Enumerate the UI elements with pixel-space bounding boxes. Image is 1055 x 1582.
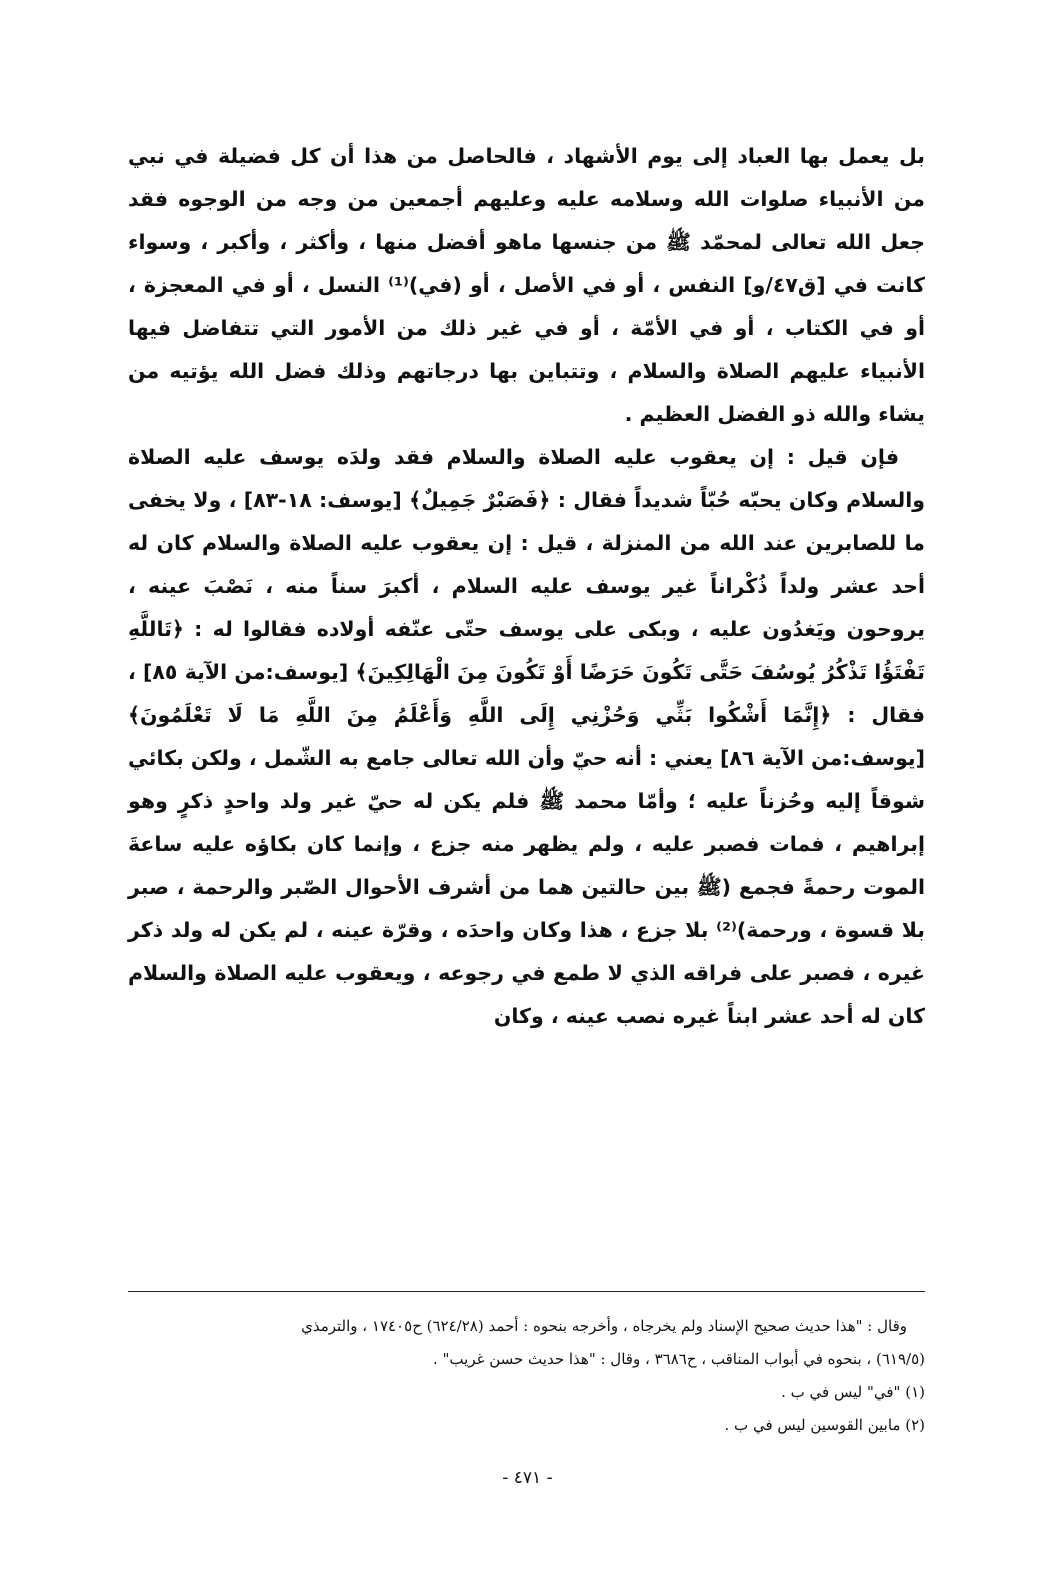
body-paragraph-2: فإن قيل : إن يعقوب عليه الصلاة والسلام فقد ولدَه يوسف عليه الصلاة والسلام وكان يحبّه حُبّاً شديداً فقال : ﴿فَصَبْرٌ جَمِيلٌ﴾ [يوسف: ١٨-٨٣] ، ولا يخفى ما للصابرين عند الله من المنزلة ، قيل : إن يعقوب عليه الصلاة والسلام كان له أحد عشر ولداً ذُكْراناً غير يوسف عليه السلام ، أكبرَ سناً منه ، نَصْبَ عينه ، يروحون ويَغدُون عليه ، وبكى على يوسف حتّى عنّفه أولاده فقالوا له : ﴿تَاللَّهِ تَفْتَؤُا تَذْكُرُ يُوسُفَ حَتَّى تَكُونَ حَرَضًا أَوْ تَكُونَ مِنَ الْهَالِكِينَ﴾ [يوسف:من الآية ٨٥] ، فقال : ﴿إِنَّمَا أَشْكُوا بَثِّي وَحُزْنِي إِلَى اللَّهِ وَأَعْلَمُ مِنَ اللَّهِ مَا لَا تَعْلَمُونَ﴾ [يوسف:من الآية ٨٦] يعني : أنه حيّ وأن الله تعالى جامع به الشّمل ، ولكن بكائي شوقاً إليه وحُزناً عليه ؛ وأمّا محمد ﷺ فلم يكن له حيّ غير ولد واحدٍ ذكرٍ وهو إبراهيم ، فمات فصبر عليه ، ولم يظهر منه جزع ، وإنما كان بكاؤه عليه ساعةَ الموت رحمةً فجمع (ﷺ بين حالتين هما من أشرف الأحوال الصّبر والرحمة ، صبر بلا قسوة ، ورحمة)⁽²⁾ بلا جزع ، هذا وكان واحدَه ، وقرّة عينه ، لم يكن له ولد ذكر غيره ، فصبر على فراقه الذي لا طمع في رجوعه ، ويعقوب عليه الصلاة والسلام كان له أحد عشر ابناً غيره نصب عينه ، وكان <box>128 445 926 1028</box>
main-text-body <box>128 135 925 1038</box>
footnote-1: (١) "في" ليس في ب . <box>781 1383 925 1401</box>
page-number: - ٤٧١ - <box>502 1468 553 1488</box>
body-paragraph-1: بل يعمل بها العباد إلى يوم الأشهاد ، فالحاصل من هذا أن كل فضيلة في نبي من الأنبياء صلوات الله وسلامه عليه وعليهم أجمعين من وجه من الوجوه فقد جعل الله تعالى لمحمّد ﷺ من جنسها ماهو أفضل منها ، وأكثر ، وأكبر ، وسواء كانت في [ق٤٧/و] النفس ، أو في الأصل ، أو (في)⁽¹⁾ النسل ، أو في المعجزة ، أو في الكتاب ، أو في الأمّة ، أو في غير ذلك من الأمور التي تتفاضل فيها الأنبياء عليهم الصلاة والسلام ، وتتباين بها درجاتهم وذلك فضل الله يؤتيه من يشاء والله ذو الفضل العظيم . <box>128 144 925 426</box>
footnote-continuation-line-1: وقال : "هذا حديث صحيح الإسناد ولم يخرجاه ، وأخرجه بنحوه : أحمد (٦٢٤/٢٨) ح١٧٤٠٥ ، والترمذي <box>301 1317 907 1335</box>
footnote-separator-line <box>128 1291 925 1292</box>
footnote-2: (٢) مابين القوسين ليس في ب . <box>724 1416 925 1434</box>
footnote-continuation-line-2: (٦١٩/٥) ، بنحوه في أبواب المناقب ، ح٣٦٨٦ ، وقال : "هذا حديث حسن غريب" . <box>432 1350 925 1368</box>
footnotes-section <box>128 1310 925 1442</box>
